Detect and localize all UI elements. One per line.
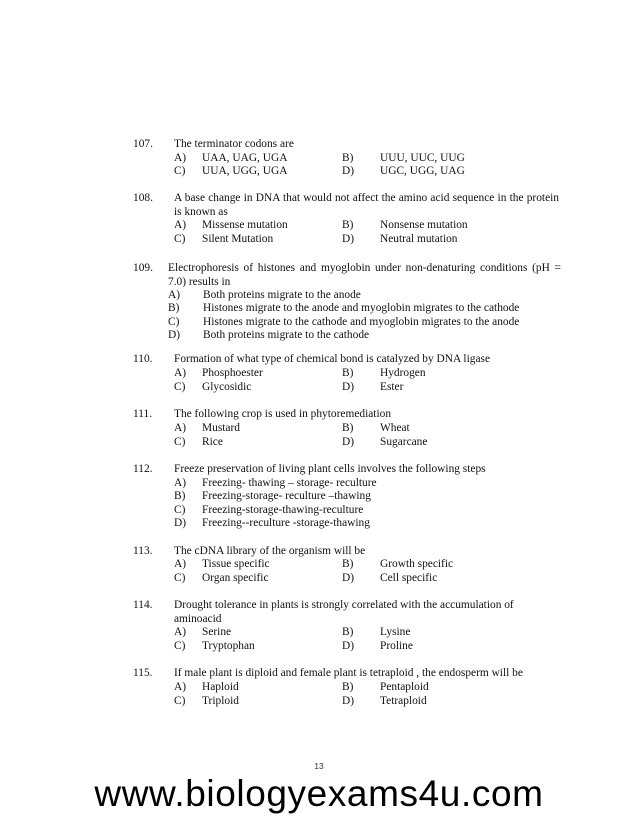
option-key: A) — [174, 367, 187, 379]
question-107 — [0, 138, 638, 178]
option-key: A) — [168, 289, 181, 301]
option-text: UUU, UUC, UUG — [380, 152, 465, 164]
option-key: B) — [174, 490, 186, 502]
question-stem: Freeze preservation of living plant cells involves the following steps — [174, 463, 486, 475]
option-text: Freezing-storage- reculture –thawing — [202, 490, 371, 502]
option-key: A) — [174, 626, 187, 638]
option-text: Tissue specific — [202, 558, 270, 570]
option-text: Neutral mutation — [380, 233, 458, 245]
option-text: Histones migrate to the cathode and myoglobin migrates to the anode — [203, 316, 520, 328]
option-key: D) — [342, 640, 355, 652]
question-110 — [0, 353, 638, 393]
option-text: Freezing- thawing – storage- reculture — [202, 477, 377, 489]
option-key: B) — [342, 558, 354, 570]
question-stem: The cDNA library of the organism will be — [174, 545, 366, 557]
option-text: Mustard — [202, 422, 240, 434]
question-number: 110. — [133, 353, 153, 365]
option-key: B) — [342, 367, 354, 379]
option-text: Ester — [380, 381, 404, 393]
option-text: Rice — [202, 436, 223, 448]
question-number: 111. — [133, 408, 153, 420]
option-text: Both proteins migrate to the anode — [203, 289, 361, 301]
question-number: 114. — [133, 599, 153, 611]
option-key: D) — [342, 381, 355, 393]
option-key: B) — [168, 302, 180, 314]
question-number: 112. — [133, 463, 153, 475]
option-text: Proline — [380, 640, 413, 652]
question-stem: Electrophoresis of histones and myoglobin under non-denaturing conditions (pH = 7.0) results in — [168, 262, 561, 288]
option-text: Both proteins migrate to the cathode — [203, 329, 370, 341]
option-key: D) — [342, 436, 355, 448]
question-109 — [0, 262, 638, 346]
option-key: B) — [342, 152, 354, 164]
option-text: Missense mutation — [202, 219, 288, 231]
question-number: 107. — [133, 138, 153, 150]
question-number: 109. — [133, 262, 153, 274]
option-text: Silent Mutation — [202, 233, 274, 245]
option-text: UAA, UAG, UGA — [202, 152, 288, 164]
option-text: Pentaploid — [380, 681, 429, 693]
question-113 — [0, 545, 638, 585]
option-key: B) — [342, 219, 354, 231]
option-text: Glycosidic — [202, 381, 252, 393]
option-key: C) — [174, 572, 186, 584]
option-key: A) — [174, 219, 187, 231]
option-key: C) — [174, 381, 186, 393]
option-text: Freezing-storage-thawing-reculture — [202, 504, 364, 516]
option-key: A) — [174, 681, 187, 693]
option-text: Cell specific — [380, 572, 438, 584]
option-text: Organ specific — [202, 572, 269, 584]
question-stem: The following crop is used in phytoremediation — [174, 408, 392, 420]
option-key: B) — [342, 681, 354, 693]
option-text: Triploid — [202, 695, 239, 707]
question-stem: The terminator codons are — [174, 138, 294, 150]
option-text: Lysine — [380, 626, 411, 638]
option-key: D) — [168, 329, 181, 341]
option-text: Histones migrate to the anode and myoglobin migrates to the cathode — [203, 302, 520, 314]
option-text: Haploid — [202, 681, 239, 693]
option-key: A) — [174, 422, 187, 434]
option-text: Serine — [202, 626, 232, 638]
option-key: D) — [174, 517, 187, 529]
option-key: B) — [342, 626, 354, 638]
question-stem: Drought tolerance in plants is strongly correlated with the accumulation of aminoacid — [174, 599, 514, 625]
option-key: C) — [174, 436, 186, 448]
option-key: C) — [174, 640, 186, 652]
question-stem: Formation of what type of chemical bond is catalyzed by DNA ligase — [174, 353, 491, 365]
option-text: Hydrogen — [380, 367, 426, 379]
question-number: 113. — [133, 545, 153, 557]
option-text: Wheat — [380, 422, 410, 434]
question-115 — [0, 667, 638, 707]
page-number: 13 — [314, 761, 324, 771]
option-key: A) — [174, 152, 187, 164]
question-stem: If male plant is diploid and female plant is tetraploid , the endosperm will be — [174, 667, 523, 679]
question-number: 108. — [133, 192, 153, 204]
option-key: C) — [174, 504, 186, 516]
option-key: D) — [342, 233, 355, 245]
option-key: A) — [174, 477, 187, 489]
option-text: Phosphoester — [202, 367, 263, 379]
option-text: Nonsense mutation — [380, 219, 468, 231]
website-watermark: www.biologyexams4u.com — [94, 773, 544, 814]
option-key: C) — [174, 695, 186, 707]
question-number: 115. — [133, 667, 153, 679]
question-stem: A base change in DNA that would not affect the amino acid sequence in the protein is known as — [174, 192, 559, 218]
option-key: D) — [342, 165, 355, 177]
option-text: UGC, UGG, UAG — [380, 165, 465, 177]
question-114 — [0, 599, 638, 655]
option-key: D) — [342, 695, 355, 707]
option-text: Tetraploid — [380, 695, 427, 707]
question-111 — [0, 408, 638, 448]
option-text: Sugarcane — [380, 436, 428, 448]
option-text: Freezing--reculture -storage-thawing — [202, 517, 370, 529]
question-112 — [0, 463, 638, 533]
option-key: A) — [174, 558, 187, 570]
option-text: Tryptophan — [202, 640, 255, 652]
question-108 — [0, 192, 638, 248]
option-key: C) — [174, 165, 186, 177]
option-key: B) — [342, 422, 354, 434]
option-key: C) — [168, 316, 180, 328]
option-key: C) — [174, 233, 186, 245]
option-text: UUA, UGG, UGA — [202, 165, 288, 177]
option-key: D) — [342, 572, 355, 584]
option-text: Growth specific — [380, 558, 454, 570]
